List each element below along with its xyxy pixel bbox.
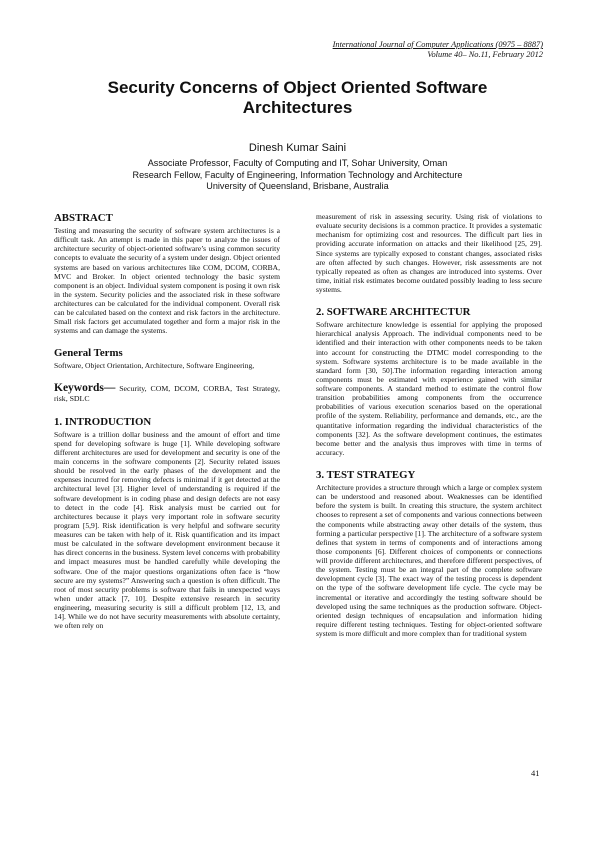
keywords-text: Security, COM, DCOM, CORBA, Test Strategy, risk, SDLC — [54, 383, 280, 403]
volume-info: Volume 40– No.11, February 2012 — [427, 50, 543, 59]
general-terms-text: Software, Object Orientation, Architecture, Software Engineering, — [54, 360, 255, 370]
software-architecture-heading: 2. SOFTWARE ARCHITECTUR — [316, 306, 471, 319]
introduction-text: Software is a trillion dollar business and the amount of effort and time spend for developing software is huge [1]. While developing software different architectures are used for development and security is one of the main concerns in the software components [2]. Security related issues should be resolved in the early phases of the development and the expenses incurred for removing defects is minimal if it get detected at the architectural level [3]. Higher level of understanding is required if the software development is in coding phase and design defects are not easy to detect in the code [4]. Risk analysis must be carried out for architectures because it plays very important role in software security program [5,9]. Risk identification is very helpful and software security measures can be taken with help of it. Risk quantification and its impact must be calculated in the software development environment because it has direct concerns in the business. System level concerns with probability and impact measures must be handled carefully while developing the software. One of the major questions organizations often face is “how secure are my systems?” Answering such a question is often difficult. The root of most security problems is software that fails in unexpected ways when under attack [7, 10]. Despite extensive research in security engineering, measuring security is still a difficult problem [12, 13, and 14]. While we do not have security measurements with absolute certainty, we often rely on — [54, 429, 280, 631]
introduction-heading: 1. INTRODUCTION — [54, 415, 152, 428]
affiliation-1: Associate Professor, Faculty of Computing and IT, Sohar University, Oman — [147, 158, 448, 168]
general-terms-heading: General Terms — [54, 346, 123, 359]
title-line-1: Security Concerns of Object Oriented Software — [107, 78, 488, 97]
paper-title — [0, 78, 595, 118]
abstract-heading: ABSTRACT — [54, 212, 113, 224]
title-line-2: Architectures — [242, 98, 353, 117]
test-strategy-text: Architecture provides a structure through which a large or complex system can be understood and reasoned about. Weaknesses can be identified before the system is built. In creating this structure, the system architect chooses to represent a set of components and various connections between the components while abstracting away other details of the system, thus forming a particular perspective [1]. The architecture of a software system defines that system in terms of components and of interactions among those components [6]. Different choices of components or connections will provide different architectures, and therefore different perspectives, of the system. Testing must be an integral part of the complete software development cycle [3]. The exact way of the testing process is dependent on the type of the software development life cycle. The cycle may be incremental or iterative and accordingly the testing software should be developed using the same techniques as the production software. Object-oriented design techniques of encapsulation and information hiding require different testing techniques. Testing for object-oriented software system is more difficult and more complex than for traditional system — [316, 483, 542, 638]
software-architecture-text: Software architecture knowledge is essential for applying the proposed hierarchical analysis Approach. The individual components need to be identified and their interaction with other components needs to be taken into account for constructing the DTMC model corresponding to the system. Software systems architecture is to be made available in the standard form [30, 50].The information regarding interaction among components must be estimated with experience gained with similar software components. A standard method to estimate the control flow transition probabilities among components from the occurrence probabilities of various execution scenarios based on the operational profile of the system. Reliability, performance and demands, etc., are the quantitative information regarding the individual characteristics of the components [32]. As the software development continues, the estimates become better and the analysis thus improves with time in terms of accuracy. — [316, 320, 542, 457]
author-name: Dinesh Kumar Saini — [248, 142, 347, 154]
journal-name: International Journal of Computer Applications (0975 – 8887) — [332, 40, 543, 49]
page-number: 41 — [531, 768, 540, 778]
left-column — [54, 212, 280, 630]
introduction-continued-text: measurement of risk in assessing security. Using risk of violations to evaluate security decisions is a common practice. It provides a systematic mechanism for optimizing cost and resources. The difficult part lies in providing accurate information on attacks and their likelihood [25, 29]. Since systems are typically exposed to constant changes, associated risks are often affected by such changes. However, risk assessments are not typically repeated as often as changes are introduced into systems. Over time, initial risk estimates become outdated possibly leading to less secure systems. — [316, 212, 542, 294]
abstract-text: Testing and measuring the security of software system architectures is a difficult task. An attempt is made in this paper to analyze the issues of architecture security of object-oriented software’s using common security concepts to evaluate the security of a system under design. Object oriented systems are based on various architectures like COM, DCOM, CORBA, MVC and Broker. In object oriented technology the basic system component is an object. Individual system component is posing it own risk in the system. Security policies and the associated risk in these software architectures can be calculated for the individual component. Overall risk can be calculated based on the context and risk factors in the architecture. Small risk factors get accumulated together and form a major risk in the systems and can damage the systems. — [54, 226, 280, 336]
keywords-block — [54, 383, 280, 404]
right-column — [316, 212, 542, 638]
test-strategy-heading: 3. TEST STRATEGY — [316, 469, 416, 481]
affiliation-3: University of Queensland, Brisbane, Australia — [206, 181, 389, 191]
affiliation-2: Research Fellow, Faculty of Engineering, Information Technology and Architecture — [132, 169, 463, 180]
keywords-heading: Keywords— — [54, 381, 116, 394]
